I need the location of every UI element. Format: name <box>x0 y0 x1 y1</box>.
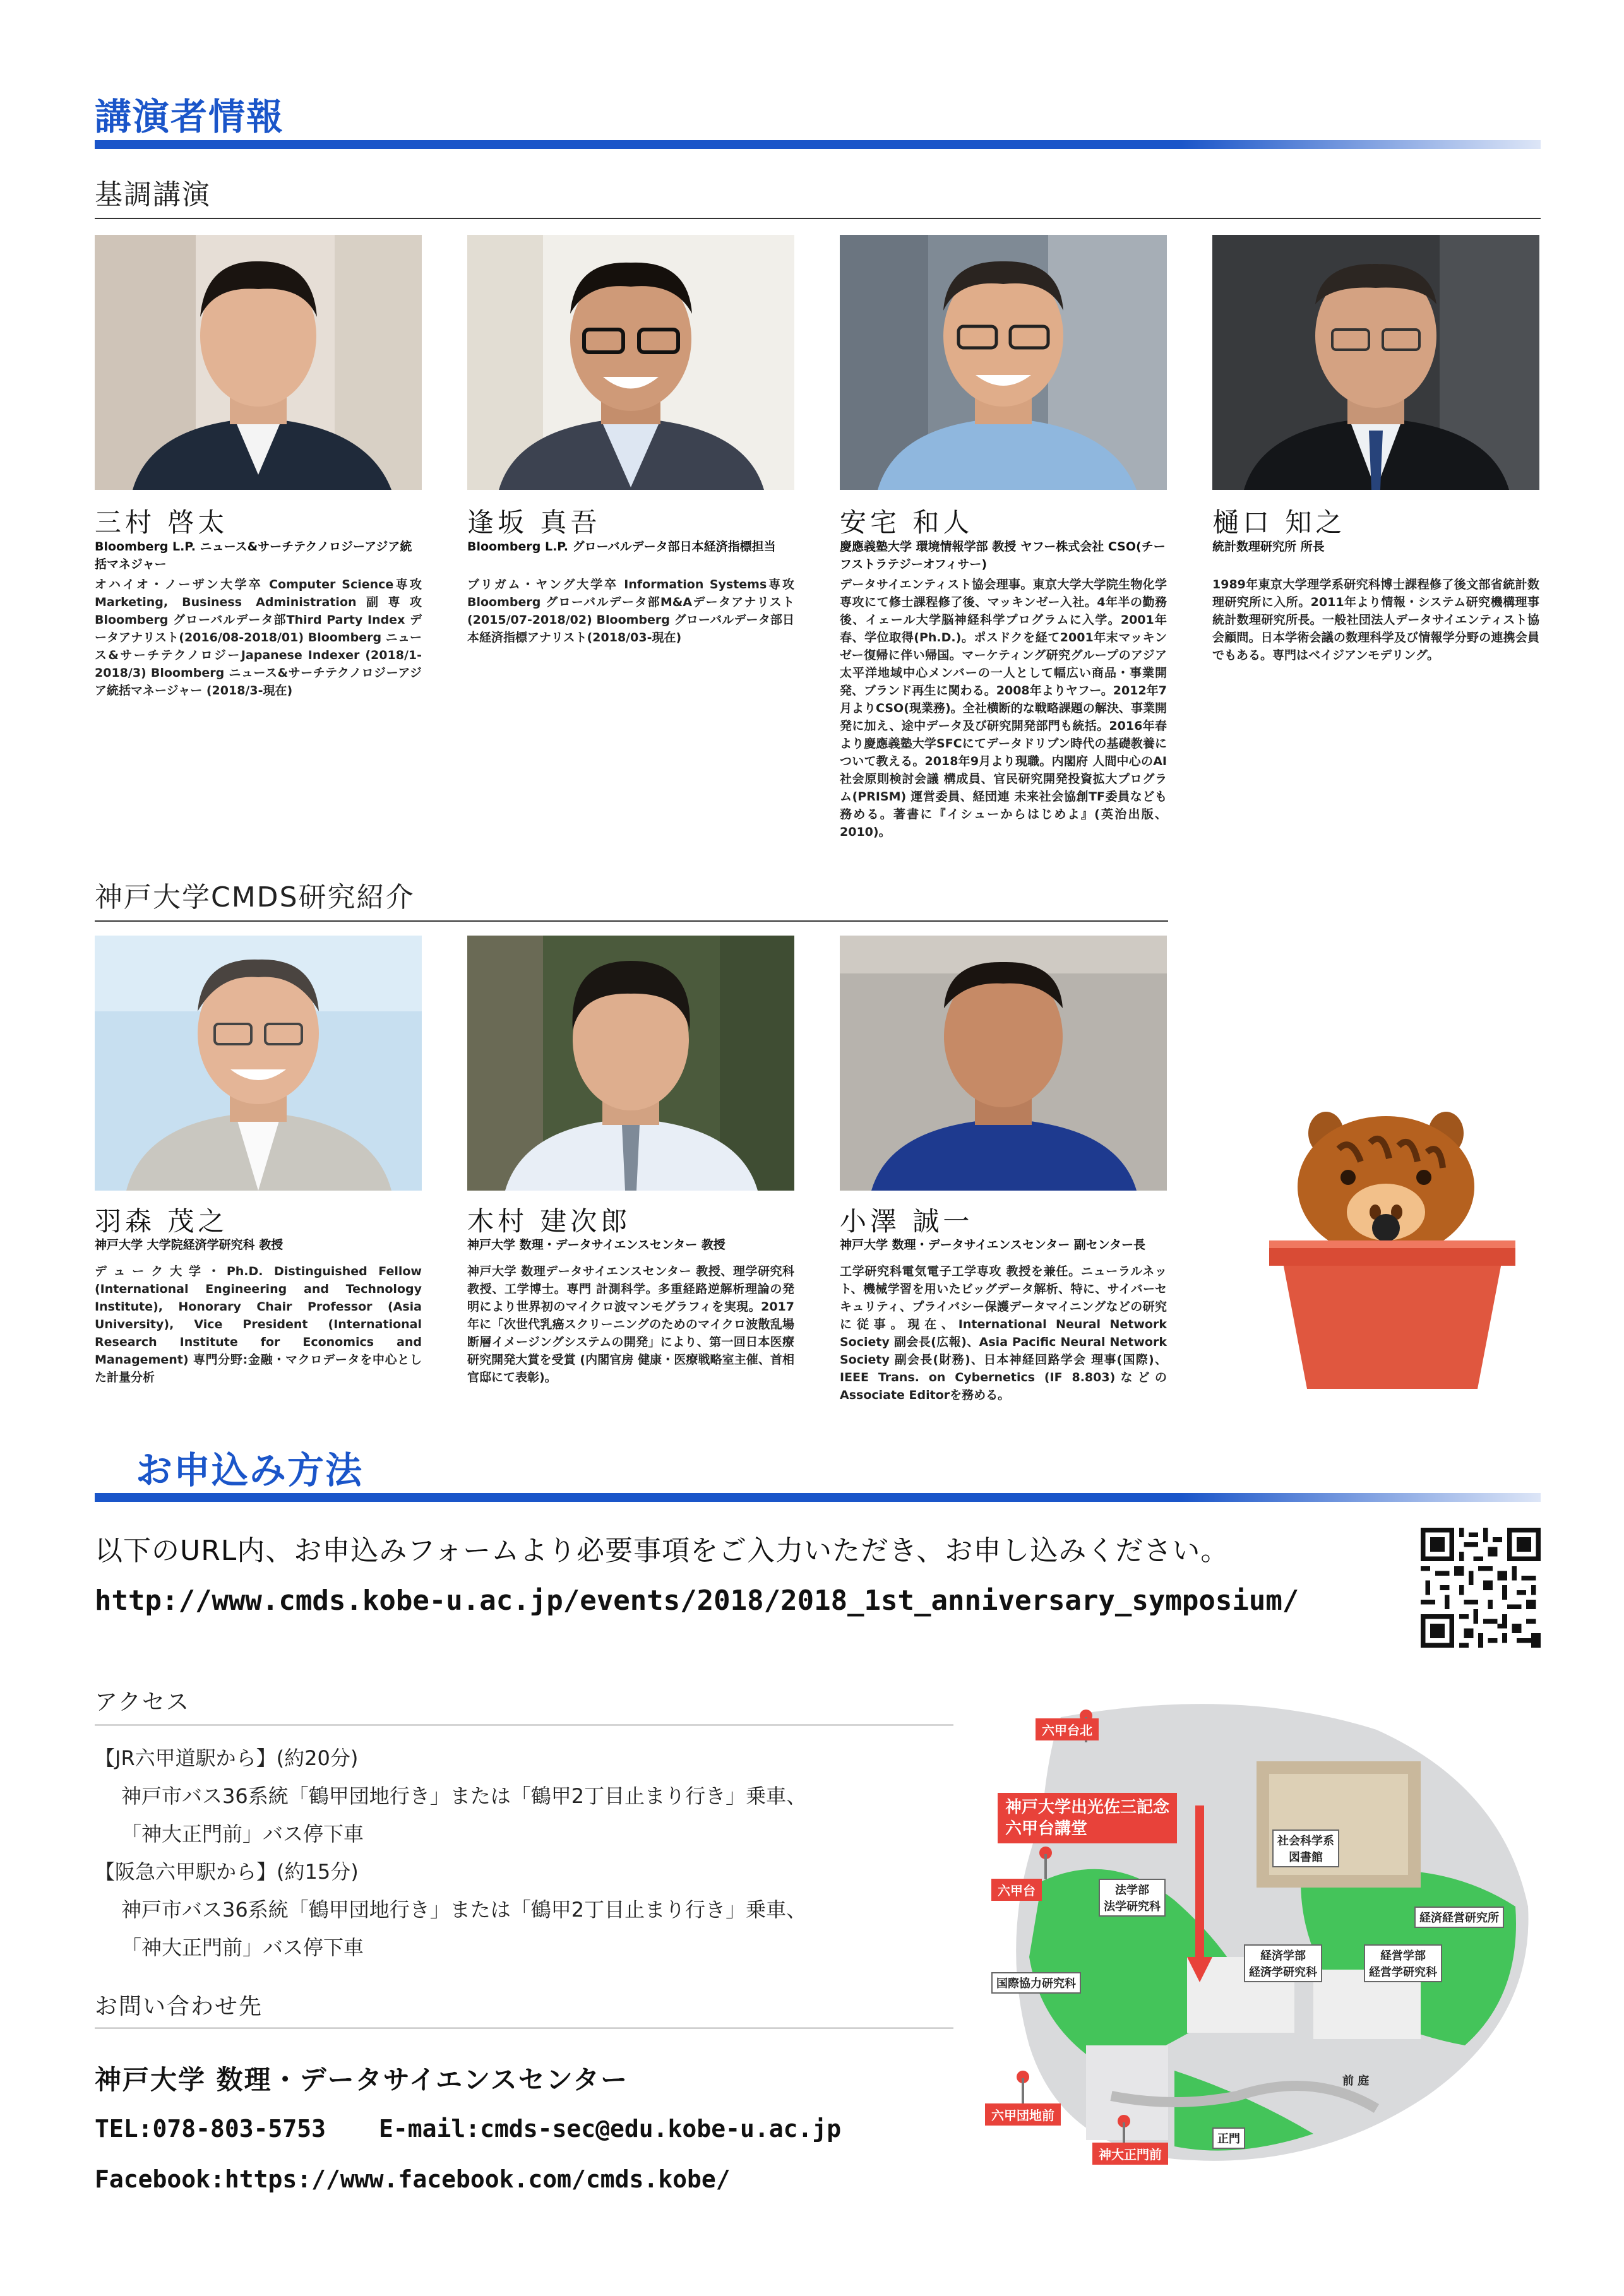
map-label-front-garden: 前 庭 <box>1342 2074 1370 2088</box>
speaker-bio: 1989年東京大学理学系研究科博士課程修了後文部省統計数理研究所に入所。2011年より情報・システム研究機構理事 統計数理研究所長。一般社団法人データサイエンティスト協会顧問。日本学術会議の数理科学及び情報学分野の連携会員でもある。専門はベイジアンモデリング。 <box>1212 578 1539 662</box>
speaker-title: Bloomberg L.P. グローバルデータ部日本経済指標担当 <box>467 540 776 554</box>
speaker-title: 神戸大学 数理・データサイエンスセンター 副センター長 <box>840 1238 1146 1252</box>
speaker-title: Bloomberg L.P. ニュース&サーチテクノロジーアジア統括マネジャー <box>95 540 412 571</box>
speakers-section-title: 講演者情報 <box>95 95 285 138</box>
keynote-divider <box>95 218 1541 219</box>
speaker-bio: オハイオ・ノーザン大学卒 Computer Science専攻 Marketing, Business Administration副専攻 Bloomberg グローバルデータ部Third Party Index データアナリスト(2016/08-2018/01) Bloomberg ニュース&サーチテクノロジーJapanese Indexer (2018/1-2018/3) Bloomberg ニュース&サーチテクノロジーアジア統括マネージャー (2018/3-現在) <box>95 578 422 698</box>
speaker-photo <box>467 936 794 1191</box>
map-stop-rokko-danchimae: 六甲団地前 <box>985 2103 1061 2126</box>
access-route-detail: 「神大正門前」バス停下車 <box>121 1936 364 1960</box>
access-route-detail: 「神大正門前」バス停下車 <box>121 1822 364 1846</box>
speaker-bio: ブリガム・ヤング大学卒 Information Systems専攻 Bloomberg グローバルデータ部M&Aデータアナリスト(2015/07-2018/02) Bloomberg グローバルデータ部日本経済指標アナリスト(2018/03-現在) <box>467 578 794 645</box>
speaker-bio: デューク大学・Ph.D. Distinguished Fellow (International Engineering and Technology Institute), Honorary Chair Professor (Asia University), Vice President (International Research Institute for Economics and Management) 専門分野:金融・マクロデータを中心とした計量分析 <box>95 1264 422 1384</box>
access-route-detail: 神戸市バス36系統「鶴甲団地行き」または「鶴甲2丁目止まり行き」乗車、 <box>121 1898 807 1922</box>
contact-facebook-link[interactable]: Facebook:https://www.facebook.com/cmds.kobe/ <box>95 2165 731 2193</box>
section-divider <box>95 1493 1541 1502</box>
map-label-main-gate: 正門 <box>1212 2127 1245 2149</box>
map-stop-rokkodai-kita: 六甲台北 <box>1036 1718 1099 1740</box>
speaker-name: 三村 啓太 <box>95 507 229 538</box>
speaker-bio: データサイエンティスト協会理事。東京大学大学院生物化学専攻にて修士課程修了後、マッキンゼー入社。4年半の勤務後、イェール大学脳神経科学プログラムに入学。2001年春、学位取得(Ph.D.)。ポスドクを経て2001年末マッキンゼー復帰に伴い帰国。マーケティング研究グループのアジア太平洋地域中心メンバーの一人として幅広い商品・事業開発、ブランド再生に関わる。2008年よりヤフー。2012年7月よりCSO(現業務)。全社横断的な戦略課題の解決、事業開発に加え、途中データ及び研究開発部門も統括。2016年春より慶應義塾大学SFCにてデータドリブン時代の基礎教養について教える。2018年9月より現職。内閣府 人間中心のAI社会原則検討会議 構成員、官民研究開発投資拡大プログラム(PRISM) 運営委員、経団連 未来社会協創TF委員なども務める。著書に『イシューからはじめよ』(英治出版、2010)。 <box>840 578 1167 839</box>
apply-section-title: お申込み方法 <box>136 1449 364 1492</box>
contact-organization: 神戸大学 数理・データサイエンスセンター <box>95 2064 629 2095</box>
map-venue-label: 神戸大学出光佐三記念 六甲台講堂 <box>998 1793 1177 1843</box>
contact-heading: お問い合わせ先 <box>95 1994 263 2019</box>
apply-instruction: 以下のURL内、お申込みフォームより必要事項をご入力いただき、お申し込みください。 <box>95 1535 1229 1567</box>
contact-email-link[interactable]: E-mail:cmds-sec@edu.kobe-u.ac.jp <box>379 2115 842 2143</box>
cmds-heading: 神戸大学CMDS研究紹介 <box>95 881 415 913</box>
speaker-photo <box>840 235 1167 490</box>
boar-mascot-illustration <box>1257 1098 1528 1395</box>
speaker-name: 木村 建次郎 <box>467 1206 631 1237</box>
speaker-photo <box>95 936 422 1191</box>
map-stop-shindai-seimonmae: 神大正門前 <box>1092 2143 1168 2165</box>
campus-map <box>985 1692 1541 2184</box>
map-label-econ: 経済学部 経済学研究科 <box>1244 1944 1322 1982</box>
access-route-heading: 【JR六甲道駅から】(約20分) <box>95 1746 359 1770</box>
speaker-photo <box>95 235 422 490</box>
speaker-bio: 工学研究科電気電子工学専攻 教授を兼任。ニューラルネット、機械学習を用いたビッグデータ解析、特に、サイバーセキュリティ、プライバシー保護データマイニングなどの研究に従事。現在、International Neural Network Society 副会長(広報)、Asia Pacific Neural Network Society 副会長(財務)、日本神経回路学会 理事(国際)、IEEE Trans. on Cybernetics (IF 8.803)などのAssociate Editorを務める。 <box>840 1264 1167 1402</box>
speaker-name: 逢坂 真吾 <box>467 507 601 538</box>
map-label-gsics: 国際協力研究科 <box>991 1972 1081 1994</box>
contact-phone: TEL:078-803-5753 <box>95 2115 326 2143</box>
speaker-title: 神戸大学 数理・データサイエンスセンター 教授 <box>467 1238 725 1252</box>
map-label-law: 法学部 法学研究科 <box>1099 1879 1166 1917</box>
apply-url-link[interactable]: http://www.cmds.kobe-u.ac.jp/events/2018/2018_1st_anniversary_symposium/ <box>95 1585 1299 1617</box>
speaker-bio: 神戸大学 数理データサイエンスセンター 教授、理学研究科教授、工学博士。専門 計測科学。多重経路逆解析理論の発明により世界初のマイクロ波マンモグラフィを実現。2017年に「次世代乳癌スクリーニングのためのマイクロ波散乱場断層イメージングシステムの開発」により、第一回日本医療研究開発大賞を受賞 (内閣官房 健康・医療戦略室主催、首相官邸にて表彰)。 <box>467 1264 794 1384</box>
cmds-divider <box>95 920 1168 922</box>
speaker-name: 樋口 知之 <box>1212 507 1346 538</box>
speaker-title: 慶應義塾大学 環境情報学部 教授 ヤフー株式会社 CSO(チーフストラテジーオフィサー) <box>840 540 1166 571</box>
speaker-name: 小澤 誠一 <box>840 1206 974 1237</box>
map-label-library: 社会科学系 図書館 <box>1272 1829 1339 1867</box>
access-route-detail: 神戸市バス36系統「鶴甲団地行き」または「鶴甲2丁目止まり行き」乗車、 <box>121 1784 807 1808</box>
speaker-title: 神戸大学 大学院経済学研究科 教授 <box>95 1238 284 1252</box>
map-label-business: 経営学部 経営学研究科 <box>1364 1944 1442 1982</box>
access-heading: アクセス <box>95 1689 190 1715</box>
speaker-photo <box>840 936 1167 1191</box>
map-label-rieb: 経済経営研究所 <box>1414 1906 1504 1928</box>
keynote-heading: 基調講演 <box>95 179 211 211</box>
map-stop-rokkodai: 六甲台 <box>991 1879 1042 1901</box>
speaker-photo <box>467 235 794 490</box>
section-divider <box>95 140 1541 149</box>
access-route-heading: 【阪急六甲駅から】(約15分) <box>95 1860 359 1884</box>
speaker-name: 安宅 和人 <box>840 507 974 538</box>
speaker-photo <box>1212 235 1539 490</box>
speaker-title: 統計数理研究所 所長 <box>1212 540 1325 554</box>
qr-code[interactable] <box>1421 1528 1541 1648</box>
speaker-name: 羽森 茂之 <box>95 1206 229 1237</box>
